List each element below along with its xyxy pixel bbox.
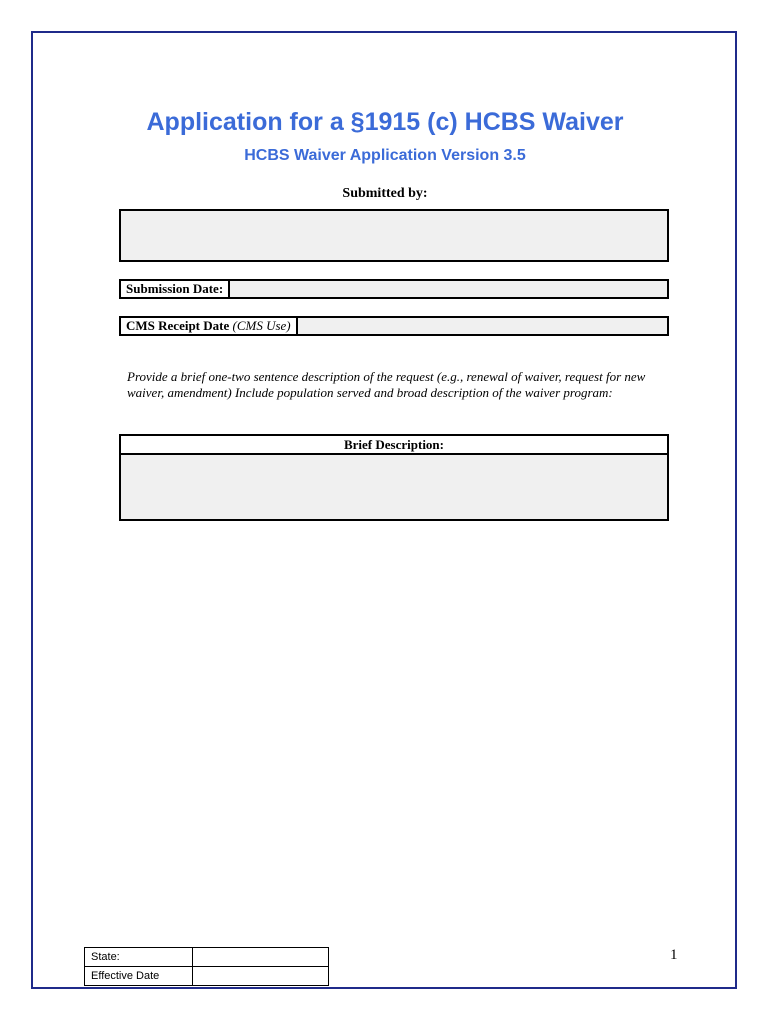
document-title: Application for a §1915 (c) HCBS Waiver [146, 108, 624, 136]
document-subtitle: HCBS Waiver Application Version 3.5 [244, 147, 526, 164]
effective-date-field[interactable] [193, 967, 329, 986]
cms-receipt-date-label: CMS Receipt Date [126, 318, 230, 333]
submission-date-row [119, 279, 669, 299]
submitted-by-field[interactable] [119, 209, 669, 262]
cms-receipt-date-label-cell [121, 318, 298, 334]
state-label: State: [85, 948, 193, 967]
effective-date-label: Effective Date [85, 967, 193, 986]
submission-date-label: Submission Date: [121, 281, 230, 297]
cms-use-note: (CMS Use) [232, 318, 291, 333]
cms-receipt-date-row [119, 316, 669, 336]
state-field[interactable] [193, 948, 329, 967]
submitted-by-label: Submitted by: [342, 186, 428, 201]
page-number: 1 [670, 947, 678, 963]
cms-receipt-date-field[interactable] [298, 318, 667, 334]
description-instructions: Provide a brief one-two sentence description of the request (e.g., renewal of waiver, request for new waiver, amendment) Include population served and broad description of the waiver program: [127, 369, 646, 400]
footer-effective-date-row [85, 967, 329, 986]
footer-state-table [84, 947, 329, 986]
brief-description-field[interactable] [121, 455, 667, 521]
submission-date-field[interactable] [230, 281, 667, 297]
brief-description-box [119, 434, 669, 521]
brief-description-label: Brief Description: [121, 436, 667, 455]
footer-state-row [85, 948, 329, 967]
